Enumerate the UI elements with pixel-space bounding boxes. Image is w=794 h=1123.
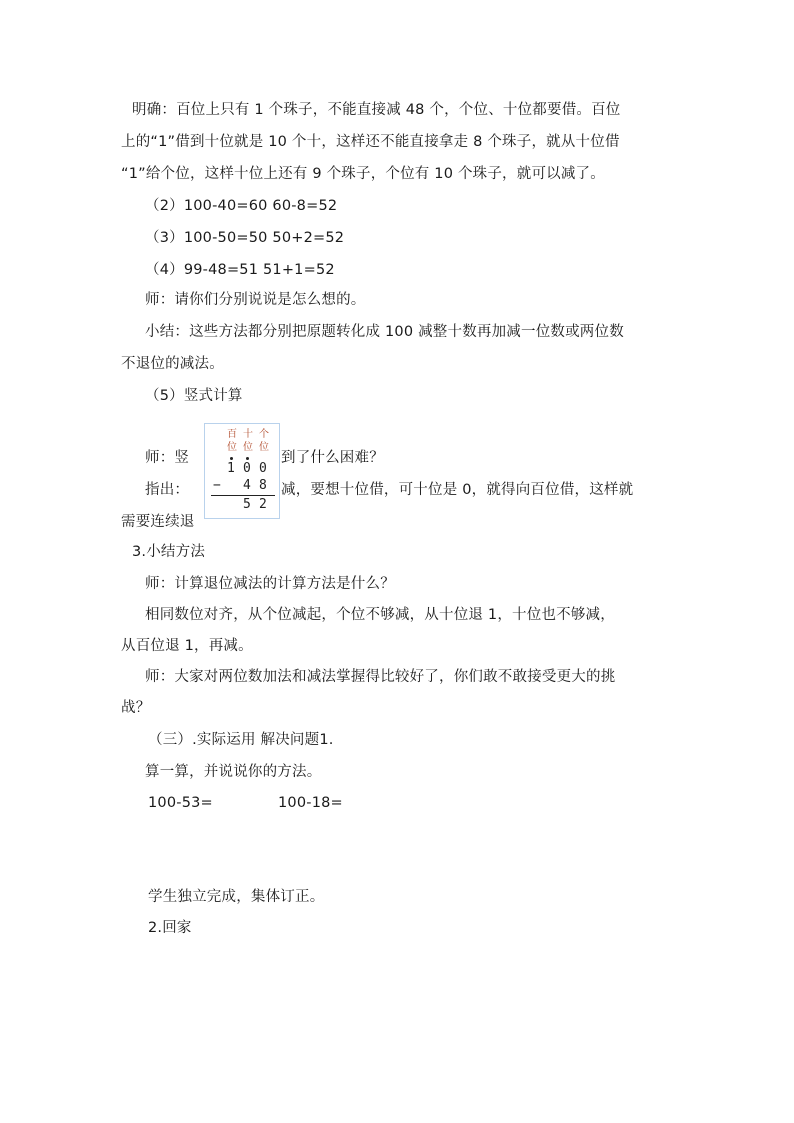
minuend-ones: 0 <box>259 461 267 476</box>
text-line: 师：请你们分别说说是怎么想的。 <box>145 292 366 308</box>
subtrahend-ones: 8 <box>259 478 267 493</box>
place-header-ones-2: 位 <box>259 442 269 453</box>
text-line: 师：大家对两位数加法和减法掌握得比较好了，你们敢不敢接受更大的挑 <box>145 669 616 685</box>
vertical-calculation-image <box>204 423 280 519</box>
text-line: 学生独立完成，集体订正。 <box>148 889 325 905</box>
text-line: 2.回家 <box>148 920 192 936</box>
subtrahend-tens: 4 <box>243 478 251 493</box>
text-line: （三）.实际运用 解决问题1. <box>148 732 334 748</box>
text-line: 战？ <box>121 700 151 716</box>
text-line: 明确：百位上只有 1 个珠子，不能直接减 48 个，个位、十位都要借。百位 <box>132 102 621 118</box>
text-line: 上的“1”借到十位就是 10 个十，这样还不能直接拿走 8 个珠子，就从十位借 <box>121 134 620 150</box>
text-line: （5）竖式计算 <box>145 388 243 404</box>
text-line: （2）100-40=60 60-8=52 <box>145 198 338 214</box>
text-line: 师：竖 <box>145 450 190 466</box>
text-line: 相同数位对齐，从个位减起，个位不够减，从十位退 1，十位也不够减， <box>145 607 615 623</box>
place-header-hundreds-2: 位 <box>227 442 237 453</box>
borrow-dot <box>230 457 233 460</box>
text-line: 3.小结方法 <box>132 544 206 560</box>
text-line: （4）99-48=51 51+1=52 <box>145 262 335 278</box>
minuend-tens: 0 <box>243 461 251 476</box>
text-line: 师：计算退位减法的计算方法是什么？ <box>145 576 395 592</box>
calc-rule <box>211 495 275 496</box>
text-line: 到了什么困难？ <box>281 450 384 466</box>
text-line: “1”给个位，这样十位上还有 9 个珠子，个位有 10 个珠子，就可以减了。 <box>121 166 605 182</box>
text-line: 指出： <box>145 482 190 498</box>
text-line: 100-53= <box>148 795 213 811</box>
minus-sign: − <box>213 478 221 493</box>
text-line: 不退位的减法。 <box>121 356 224 372</box>
result-tens: 5 <box>243 497 251 512</box>
text-line: 从百位退 1，再减。 <box>121 638 253 654</box>
result-ones: 2 <box>259 497 267 512</box>
text-line: （3）100-50=50 50+2=52 <box>145 230 345 246</box>
minuend-hundreds: 1 <box>227 461 235 476</box>
place-header-hundreds: 百 <box>227 429 237 440</box>
text-line: 需要连续退 <box>121 514 195 530</box>
text-line: 减，要想十位借，可十位是 0，就得向百位借，这样就 <box>281 482 634 498</box>
place-header-tens-2: 位 <box>243 442 253 453</box>
text-line: 小结：这些方法都分别把原题转化成 100 减整十数再加减一位数或两位数 <box>145 324 624 340</box>
text-line: 100-18= <box>278 795 343 811</box>
place-header-ones: 个 <box>259 429 269 440</box>
text-line: 算一算，并说说你的方法。 <box>145 764 322 780</box>
borrow-dot <box>246 457 249 460</box>
place-header-tens: 十 <box>243 429 253 440</box>
